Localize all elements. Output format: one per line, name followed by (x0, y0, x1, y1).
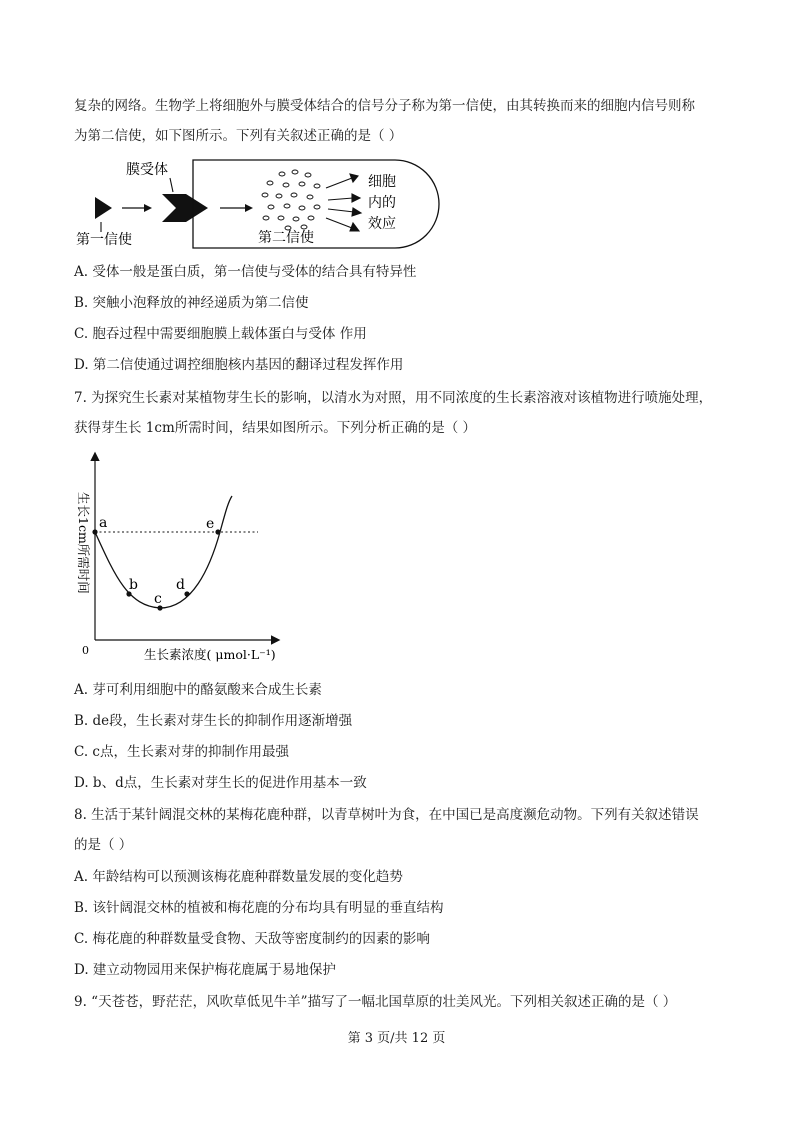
intro-line-2: 为第二信使，如下图所示。下列有关叙述正确的是（ ） (74, 128, 403, 144)
point-label-b: b (129, 577, 138, 593)
point-label-c: c (154, 591, 162, 607)
first-messenger-triangle (95, 197, 112, 219)
effect-label-3: 效应 (368, 216, 396, 232)
q7-stem-line-1: 7. 为探究生长素对某植物芽生长的影响，以清水为对照，用不同浓度的生长素溶液对该植物进行喷施处理， (74, 390, 713, 406)
q6-option-c: C. 胞吞过程中需要细胞膜上载体蛋白与受体 作用 (74, 326, 367, 342)
q6-option-b: B. 突触小泡释放的神经递质为第二信使 (74, 295, 309, 311)
q9-stem-line-1: 9. “天苍苍，野茫茫，风吹草低见牛羊”描写了一幅北国草原的壮美风光。下列相关叙述正确的是（ ） (74, 994, 677, 1010)
q8-option-a: A. 年龄结构可以预测该梅花鹿种群数量发展的变化趋势 (74, 869, 403, 885)
y-axis-label: 生长1cm所需时间 (76, 492, 91, 594)
point-label-e: e (206, 516, 215, 532)
point-a (92, 529, 97, 534)
second-messenger-dots (262, 170, 320, 230)
point-label-d: d (176, 577, 185, 593)
growth-curve (95, 496, 232, 608)
q7-option-b: B. de段，生长素对芽生长的抑制作用逐渐增强 (74, 713, 353, 729)
intro-line-1: 复杂的网络。生物学上将细胞外与膜受体结合的信号分子称为第一信使，由其转换而来的细胞内信号则称 (74, 98, 695, 114)
q8-option-d: D. 建立动物园用来保护梅花鹿属于易地保护 (74, 962, 336, 978)
q7-option-d: D. b、d点，生长素对芽生长的促进作用基本一致 (74, 775, 367, 791)
q7-option-a: A. 芽可利用细胞中的酪氨酸来合成生长素 (74, 682, 322, 698)
effect-label-1: 细胞 (368, 174, 396, 190)
auxin-growth-chart (70, 448, 300, 670)
cell-outline (193, 160, 439, 248)
q8-stem-line-2: 的是（ ） (74, 837, 133, 853)
point-d (184, 591, 189, 596)
page-footer: 第 3 页/共 12 页 (347, 1031, 446, 1046)
q6-option-d: D. 第二信使通过调控细胞核内基因的翻译过程发挥作用 (74, 357, 404, 373)
receptor-label: 膜受体 (126, 162, 168, 178)
q8-option-c: C. 梅花鹿的种群数量受食物、天敌等密度制约的因素的影响 (74, 931, 430, 947)
receptor-chevron (162, 194, 208, 222)
second-messenger-label: 第二信使 (258, 230, 314, 246)
origin-label: 0 (82, 644, 89, 657)
first-messenger-label: 第一信使 (76, 232, 132, 248)
q7-stem-line-2: 获得芽生长 1cm所需时间，结果如图所示。下列分析正确的是（ ） (74, 420, 477, 436)
q6-option-a: A. 受体一般是蛋白质，第一信使与受体的结合具有特异性 (74, 264, 417, 280)
x-axis-label: 生长素浓度( μmol·L⁻¹) (144, 647, 276, 662)
q7-option-c: C. c点，生长素对芽的抑制作用最强 (74, 744, 289, 760)
point-e (215, 529, 220, 534)
q8-option-b: B. 该针阔混交林的植被和梅花鹿的分布均具有明显的垂直结构 (74, 900, 444, 916)
effect-label-2: 内的 (368, 195, 396, 211)
q8-stem-line-1: 8. 生活于某针阔混交林的某梅花鹿种群，以青草树叶为食，在中国已是高度濒危动物。下列有关叙述错误 (74, 807, 699, 823)
point-label-a: a (99, 515, 108, 531)
signal-transduction-diagram (70, 156, 450, 250)
